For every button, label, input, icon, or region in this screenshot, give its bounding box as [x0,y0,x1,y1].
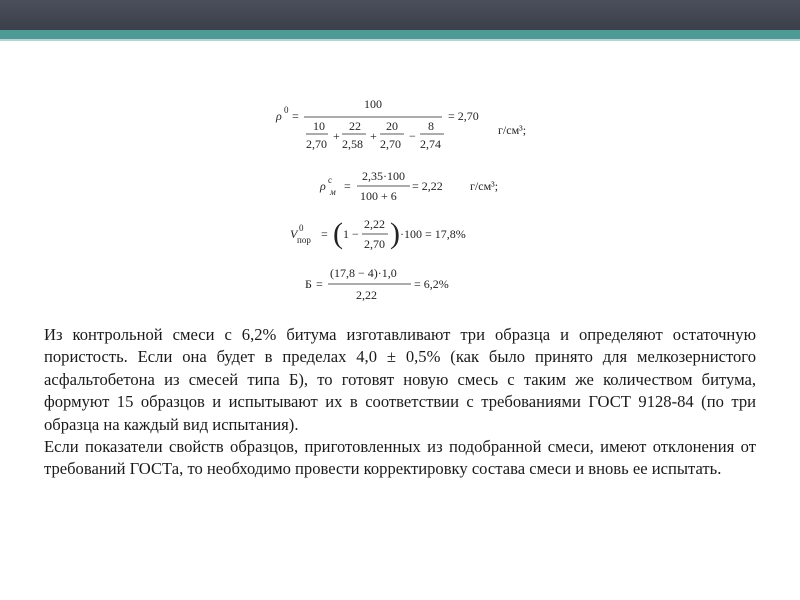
f1-t2-num: 22 [349,119,361,133]
f1-lhs: ρ [276,109,282,123]
f1-t4-num: 8 [428,119,434,133]
f2-lhs: ρ [320,179,326,193]
f1-numerator: 100 [364,97,382,111]
paragraph-1: Из контрольной смеси с 6,2% битума изготавливают три образца и определяют остаточную пористость. Если она будет в пределах 4,0 ± 0,5% (как было принято для мелкозернистого асфальтобетона из смесей типа Б), то готовят новую смесь с таким же количеством битума, формуют 15 образцов и испытывают их в соответствии с требованиями ГОСТ 9128-84 (по три образца на каждый вид испытания). [44,325,756,434]
f1-t3-den: 2,70 [380,137,401,151]
formula-density [275,97,526,151]
f3-one-minus: 1 − [343,227,359,241]
f3-paren-close: ) [390,217,400,250]
f4-eq: = [316,277,323,291]
f3-den: 2,70 [364,237,385,251]
f4-result: = 6,2% [414,277,449,291]
paragraph-2: Если показатели свойств образцов, приготовленных из подобранной смеси, имеют отклонения от требований ГОСТа, то необходимо провести корректировку состава смеси и вновь ее испытать. [44,437,756,479]
formula-porosity [290,217,466,251]
f3-num: 2,22 [364,217,385,231]
f1-t3-num: 20 [386,119,398,133]
f3-eq: = [321,227,328,241]
f1-t1-num: 10 [313,119,325,133]
f3-paren-open: ( [333,217,343,250]
f3-lhs: V [290,227,298,241]
f1-plus2: + [370,129,377,143]
f1-t1-den: 2,70 [306,137,327,151]
f2-denominator: 100 + 6 [360,189,397,203]
body-text [44,324,756,481]
f2-numerator: 2,35·100 [362,169,405,183]
f2-result: = 2,22 [412,179,443,193]
f3-result: ·100 = 17,8% [400,227,466,241]
f3-lhs-sub: пор [297,235,311,245]
f1-lhs-sup: 0 [284,105,289,115]
f1-minus: − [409,129,416,143]
f4-denominator: 2,22 [356,288,377,302]
f2-lhs-sup: c [328,175,332,185]
formula-bulk-density [319,169,498,203]
f1-result: = 2,70 [448,109,479,123]
f2-unit: г/см³; [470,179,499,193]
f1-eq: = [292,109,299,123]
f2-eq: = [344,179,351,193]
f1-t4-den: 2,74 [420,137,441,151]
formula-bitumen [305,266,449,302]
f2-lhs-sub: м [330,187,336,197]
f1-unit: г/см³; [498,123,527,137]
f4-numerator: (17,8 − 4)·1,0 [330,266,397,280]
f1-t2-den: 2,58 [342,137,363,151]
f4-lhs: Б [305,277,312,291]
f3-lhs-sup: 0 [299,223,304,233]
f1-plus1: + [333,129,340,143]
